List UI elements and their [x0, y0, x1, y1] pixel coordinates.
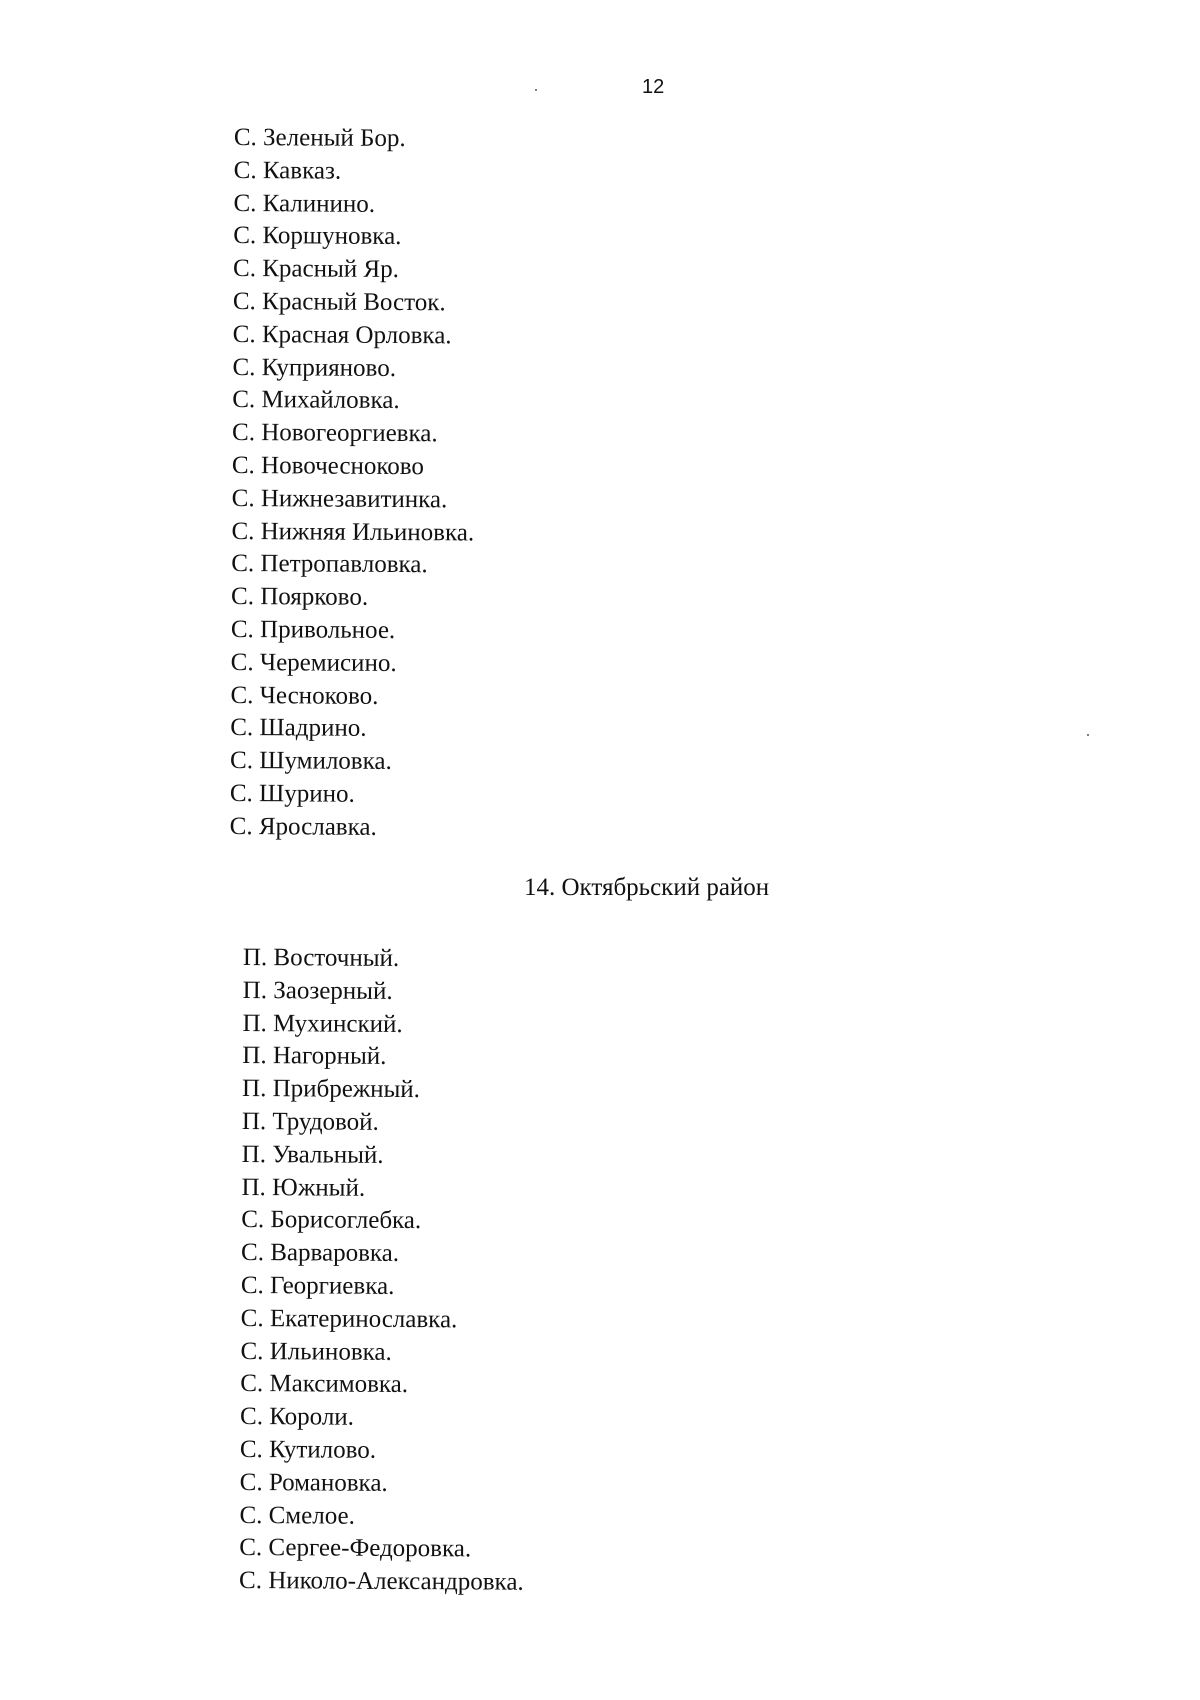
list-item: С. Смелое.: [239, 1501, 355, 1530]
list-item: С. Георгиевка.: [240, 1271, 395, 1300]
list-item: С. Коршуновка.: [233, 222, 402, 251]
list-item: С. Николо-Александровка.: [239, 1567, 524, 1596]
list-item: С. Сергее-Федоровка.: [239, 1534, 472, 1563]
list-item: С. Новогеоргиевка.: [232, 419, 438, 448]
list-item: С. Екатеринославка.: [240, 1304, 458, 1334]
list-item: П. Трудовой.: [241, 1107, 379, 1136]
scan-speck: [1087, 734, 1089, 736]
list-item: С. Шадрино.: [230, 714, 367, 743]
list-item: П. Увальный.: [241, 1140, 384, 1169]
list-item: С. Варваровка.: [241, 1239, 400, 1268]
settlement-list-oktyabrsky: [239, 942, 528, 1600]
list-item: С. Шурино.: [229, 779, 355, 808]
list-item: П. Заозерный.: [242, 976, 393, 1005]
list-item: С. Нижняя Ильиновка.: [231, 517, 475, 547]
list-item: П. Восточный.: [242, 943, 400, 972]
list-item: С. Кавказ.: [233, 156, 342, 185]
list-item: С. Красный Яр.: [233, 255, 399, 284]
list-item: С. Максимовка.: [240, 1370, 409, 1399]
list-item: П. Мухинский.: [242, 1009, 403, 1038]
list-item: С. Поярково.: [231, 583, 369, 611]
list-item: С. Кутилово.: [239, 1435, 377, 1464]
list-item: С. Короли.: [240, 1403, 355, 1431]
list-item: С. Красная Орловка.: [232, 320, 452, 350]
page-number: 12: [642, 76, 665, 98]
list-item: С. Нижнезавитинка.: [231, 484, 448, 514]
list-item: С. Борисоглебка.: [241, 1206, 422, 1235]
list-item: С. Романовка.: [239, 1468, 388, 1497]
list-item: С. Ильиновка.: [240, 1337, 392, 1366]
list-item: С. Новочесноково: [231, 451, 424, 481]
list-item: С. Привольное.: [230, 615, 396, 644]
settlement-list-continued: [230, 122, 477, 845]
list-item: С. Петропавловка.: [231, 550, 428, 579]
list-item: С. Зеленый Бор.: [233, 123, 406, 153]
section-heading: 14. Октябрьский район: [524, 874, 770, 901]
list-item: П. Нагорный.: [242, 1042, 387, 1071]
list-item: П. Южный.: [241, 1173, 366, 1202]
list-item: С. Чесноково.: [230, 681, 379, 710]
list-item: П. Прибрежный.: [242, 1075, 421, 1104]
list-item: С. Ярославка.: [229, 812, 377, 841]
list-item: С. Черемисино.: [230, 648, 397, 677]
list-item: С. Михайловка.: [232, 386, 400, 415]
list-item: С. Шумиловка.: [230, 747, 392, 776]
list-item: С. Калинино.: [233, 189, 376, 218]
scan-speck: [535, 89, 537, 91]
list-item: С. Красный Восток.: [232, 287, 446, 317]
list-item: С. Куприяново.: [232, 353, 397, 382]
